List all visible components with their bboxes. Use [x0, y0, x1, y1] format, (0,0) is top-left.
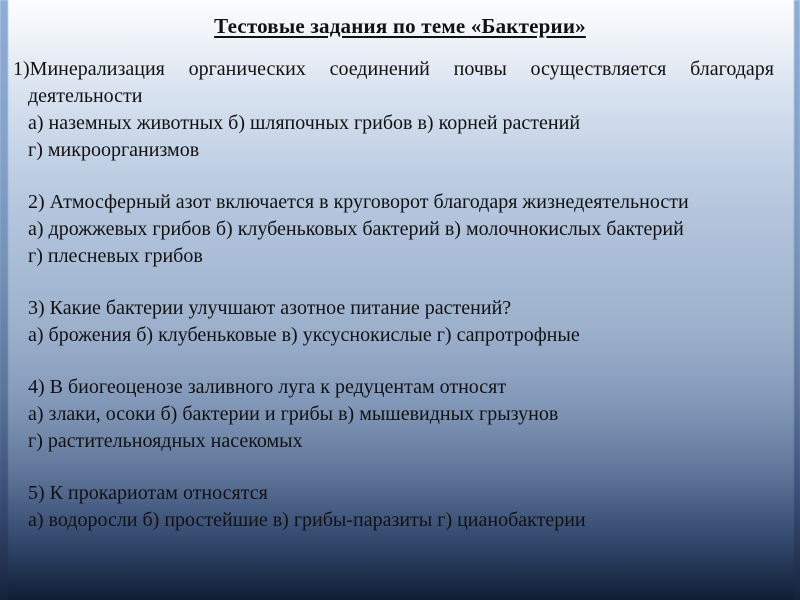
- right-edge-strip: [794, 0, 800, 600]
- question-line: а) злаки, осоки б) бактерии и грибы в) мышевидных грызунов: [28, 403, 559, 425]
- question-line: а) наземных животных б) шляпочных грибов в) корней растений: [28, 112, 581, 134]
- question-block: [28, 189, 774, 270]
- question-block: [28, 295, 774, 349]
- question-line: г) микроорганизмов: [28, 139, 200, 161]
- questions-list: [13, 56, 774, 559]
- question-line: 5) К прокариотам относятся: [28, 482, 268, 504]
- question-block: [28, 374, 774, 455]
- question-line: г) растительноядных насекомых: [28, 430, 303, 452]
- question-line: 2) Атмосферный азот включается в круговорот благодаря жизнедеятельности: [28, 191, 689, 213]
- question-block: [28, 480, 774, 534]
- question-line: 1)Минерализация органических соединений почвы осуществляется благодаря: [13, 58, 774, 80]
- question-line: а) дрожжевых грибов б) клубеньковых бактерий в) молочнокислых бактерий: [28, 218, 684, 240]
- left-edge-strip: [0, 0, 8, 600]
- question-line: г) плесневых грибов: [28, 245, 203, 267]
- slide-title: Тестовые задания по теме «Бактерии»: [214, 14, 586, 38]
- question-line: а) брожения б) клубеньковые в) уксуснокислые г) сапротрофные: [28, 324, 580, 346]
- question-line: 3) Какие бактерии улучшают азотное питание растений?: [28, 297, 512, 319]
- question-line: деятельности: [28, 85, 143, 107]
- question-line: 4) В биогеоценозе заливного луга к редуцентам относят: [28, 376, 507, 398]
- question-line: а) водоросли б) простейшие в) грибы-паразиты г) цианобактерии: [28, 509, 586, 531]
- question-block: [13, 56, 774, 164]
